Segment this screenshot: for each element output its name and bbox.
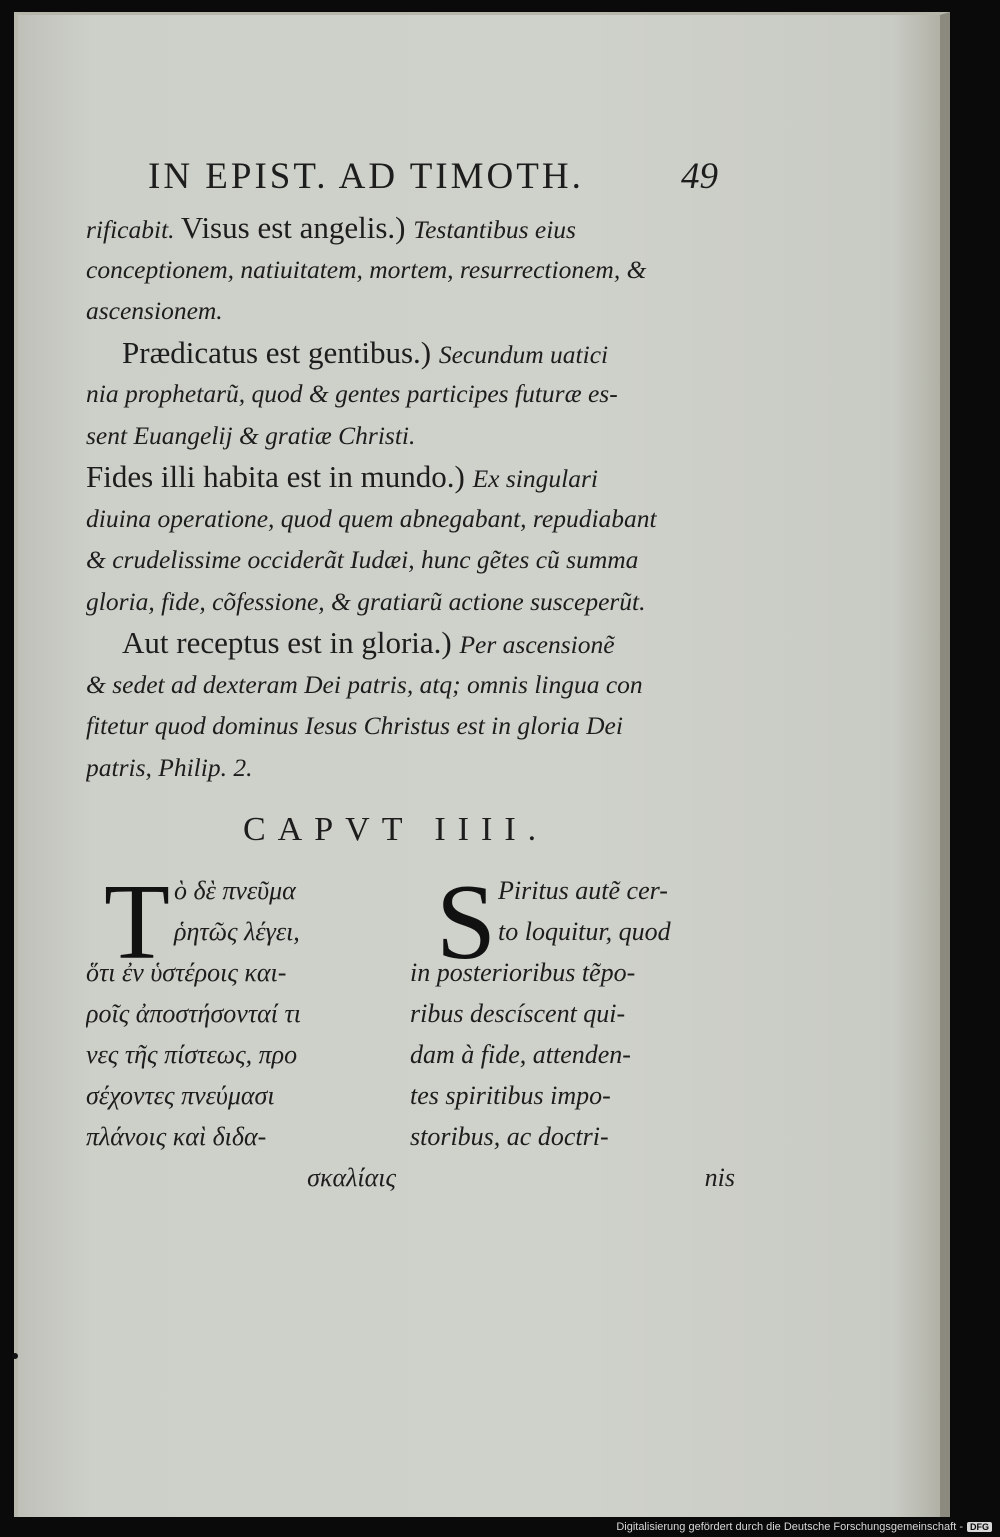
running-head-title: IN EPIST. AD TIMOTH. xyxy=(148,156,584,197)
gloss-text: patris, Philip. 2. xyxy=(86,752,253,782)
column-line: ribus descíscent qui- xyxy=(410,999,626,1028)
column-line: σέχοντες πνεύμασι xyxy=(86,1081,275,1110)
text-line xyxy=(86,290,726,332)
lemma-text: Aut receptus est in gloria.) xyxy=(122,625,460,660)
lemma-text: Fides illi habita est in mundo.) xyxy=(86,459,473,494)
column-line: to loquitur, quod xyxy=(498,917,671,946)
chapter-heading: CAPVT IIII. xyxy=(243,811,549,848)
gloss-text: ascensionem. xyxy=(86,296,223,325)
gloss-text: Secundum uatici xyxy=(438,339,609,369)
column-line: ὅτι ἐν ὑστέροις και- xyxy=(86,958,287,987)
column-line: ροῖς ἀποστήσονταί τι xyxy=(86,999,302,1028)
column-line: storibus, ac doctri- xyxy=(410,1122,609,1151)
latin-dropcap: S xyxy=(436,863,497,982)
gloss-text: gloria, fide, cõfessione, & gratiarũ actione susceperũt. xyxy=(86,586,646,616)
gloss-text: conceptionem, natiuitatem, mortem, resurrectionem, & xyxy=(86,254,647,284)
running-head xyxy=(148,155,718,198)
footer-text: Digitalisierung gefördert durch die Deutsche Forschungsgemeinschaft - xyxy=(616,1521,963,1533)
gloss-text: & sedet ad dexteram Dei patris, atq; omnis lingua con xyxy=(86,669,643,699)
text-line xyxy=(86,581,726,623)
gloss-text: diuina operatione, quod quem abnegabant, repudiabant xyxy=(86,503,657,533)
greek-column xyxy=(86,863,396,1198)
lemma-text: Visus est angelis.) xyxy=(180,210,414,245)
column-line: nis xyxy=(704,1163,735,1192)
text-line xyxy=(86,207,726,249)
gloss-text: Per ascensionẽ xyxy=(459,630,615,659)
book-page xyxy=(14,12,950,1517)
column-line: ῥητῶς λέγει, xyxy=(174,917,300,946)
gloss-text: rificabit. xyxy=(86,215,181,244)
column-line: νες τῆς πίστεως, προ xyxy=(86,1040,298,1069)
text-line xyxy=(86,498,726,540)
gloss-text: fitetur quod dominus Iesus Christus est in gloria Dei xyxy=(86,711,623,740)
text-line xyxy=(86,705,726,747)
column-line: σκαλίαις xyxy=(307,1163,396,1192)
text-line xyxy=(86,332,726,374)
commentary-text xyxy=(86,207,726,788)
text-line xyxy=(86,249,726,291)
text-line xyxy=(86,622,726,664)
text-line xyxy=(86,415,726,457)
column-line: πλάνοις καὶ διδα- xyxy=(86,1122,267,1151)
text-line xyxy=(86,373,726,415)
margin-dot xyxy=(12,1353,18,1359)
gloss-text: Testantibus eius xyxy=(413,215,576,244)
gloss-text: nia prophetarũ, quod & gentes participes futuræ es- xyxy=(86,379,618,408)
lemma-text: Prædicatus est gentibus.) xyxy=(122,334,439,370)
text-line xyxy=(86,456,726,498)
gloss-text: & crudelissime occiderãt Iudæi, hunc gẽtes cũ summa xyxy=(86,545,639,574)
page-number: 49 xyxy=(681,156,718,197)
column-line: dam à fide, attenden- xyxy=(410,1040,631,1069)
gloss-text: Ex singulari xyxy=(472,464,598,493)
text-line xyxy=(86,539,726,581)
text-line xyxy=(86,747,726,789)
gloss-text: sent Euangelij & gratiæ Christi. xyxy=(86,420,416,450)
dfg-logo-icon: DFG xyxy=(967,1522,992,1532)
text-line xyxy=(86,664,726,706)
footer-credit xyxy=(616,1521,992,1533)
latin-column xyxy=(410,863,735,1198)
column-line: in posterioribus tẽpo- xyxy=(410,958,636,987)
column-line: ὸ δὲ πνεῦμα xyxy=(174,876,296,905)
greek-dropcap: T xyxy=(104,863,170,982)
column-line: tes spiritibus impo- xyxy=(410,1081,611,1110)
column-line: Piritus autẽ cer- xyxy=(498,876,668,905)
